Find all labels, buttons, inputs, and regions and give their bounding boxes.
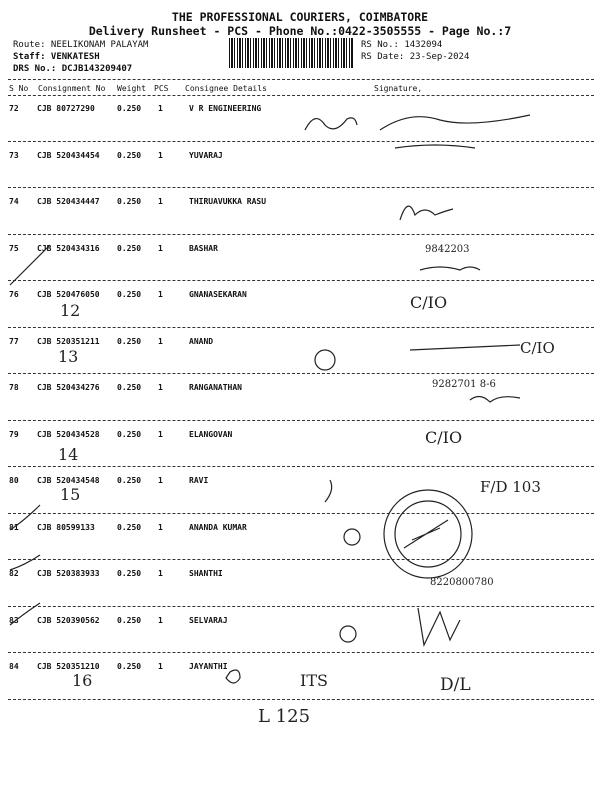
row-sno: 78 [9, 383, 19, 392]
row-divider [8, 559, 594, 560]
row-pcs: 1 [158, 662, 163, 671]
row-consignment-no: CJB 520434447 [37, 197, 100, 206]
stamp-inner-circle [395, 501, 461, 567]
row-weight: 0.250 [117, 429, 142, 439]
mark-80 [325, 480, 332, 502]
row-weight: 0.250 [117, 569, 142, 578]
row-consignment-no: CJB 520351210 [37, 662, 100, 671]
row-divider [8, 280, 594, 281]
row-sno: 79 [9, 429, 19, 439]
row-pcs: 1 [158, 150, 163, 160]
row-consignee-name: RANGANATHAN [189, 383, 242, 392]
row-consignee-name: SHANTHI [189, 569, 223, 578]
row-pcs: 1 [158, 569, 163, 578]
row-consignment-no: CJB 520383933 [37, 569, 100, 578]
row-weight: 0.250 [117, 290, 142, 299]
rs-number: RS No.: 1432094 [361, 40, 443, 50]
row-consignee-name: ANAND [189, 336, 214, 346]
hw-dl: D/L [440, 675, 471, 695]
row-weight: 0.250 [117, 197, 142, 206]
row-weight: 0.250 [117, 476, 142, 485]
row-sno: 83 [9, 615, 19, 625]
row-divider [8, 466, 594, 467]
runsheet-title: Delivery Runsheet - PCS - Phone No.:0422-3505555 - Page No.:7 [88, 24, 512, 38]
hw-12: 12 [60, 301, 81, 320]
row-pcs: 1 [158, 104, 163, 113]
barcode [229, 38, 353, 68]
row-weight: 0.250 [117, 383, 142, 392]
row-pcs: 1 [158, 615, 163, 625]
hw-phone-75: 9842203 [425, 244, 470, 255]
row-divider [8, 606, 594, 607]
mark-84 [226, 670, 240, 683]
row-divider [8, 141, 594, 142]
row-divider [8, 513, 594, 514]
row-sno: 75 [9, 243, 19, 253]
row-consignee-name: YUVARAJ [189, 150, 223, 160]
row-consignment-no: CJB 520390562 [37, 615, 100, 625]
row-consignee-name: RAVI [189, 476, 209, 485]
company-stamp [384, 490, 472, 578]
signature-78 [470, 396, 520, 402]
hw-phone-82: 8220800780 [430, 577, 494, 588]
row-pcs: 1 [158, 383, 163, 392]
route-text: Route: NEELIKONAM PALAYAM [13, 40, 149, 50]
col-consignee: Consignee Details [185, 84, 267, 93]
row-consignment-no: CJB 520434528 [37, 429, 100, 439]
hw-13: 13 [58, 347, 79, 366]
row-consignee-name: SELVARAJ [189, 615, 228, 625]
row-divider [8, 420, 594, 421]
row-sno: 76 [9, 290, 19, 299]
row-sno: 72 [9, 104, 19, 113]
row-sno: 81 [9, 522, 19, 532]
row-consignee-name: JAYANTHI [189, 662, 228, 671]
staff-text: Staff: VENKATESH [13, 52, 100, 62]
hw-its: ITS [300, 671, 328, 690]
row-weight: 0.250 [117, 150, 142, 160]
signature-72-b [380, 115, 530, 148]
row-consignment-no: CJB 520351211 [37, 336, 100, 346]
row-pcs: 1 [158, 522, 163, 532]
signature-74 [400, 206, 453, 220]
row-sno: 74 [9, 197, 19, 206]
row-weight: 0.250 [117, 336, 142, 346]
row-consignment-no: CJB 520434276 [37, 383, 100, 392]
row-weight: 0.250 [117, 522, 142, 532]
row-consignment-no: CJB 80599133 [37, 522, 95, 532]
row-divider [8, 699, 594, 700]
hw-cio-76: C/IO [410, 293, 448, 312]
hw-15: 15 [60, 485, 81, 504]
row-divider [8, 652, 594, 653]
signature-72 [305, 118, 357, 130]
row-consignee-name: THIRUAVUKKA RASU [189, 197, 267, 206]
mark-81 [344, 529, 360, 545]
row-weight: 0.250 [117, 662, 142, 671]
row-consignment-no: CJB 520434316 [37, 243, 100, 253]
hw-cio-79: C/IO [425, 428, 463, 447]
hw-16: 16 [72, 671, 93, 690]
row-sno: 73 [9, 150, 19, 160]
drs-number: DRS No.: DCJB143209407 [13, 64, 133, 74]
hw-fd103: F/D 103 [480, 478, 541, 496]
hw-cio-77: C/IO [520, 339, 555, 357]
row-pcs: 1 [158, 476, 163, 485]
row-weight: 0.250 [117, 243, 142, 253]
col-pcs: PCS [154, 84, 169, 93]
col-sno: S No [9, 84, 29, 93]
signature-75 [420, 267, 480, 270]
row-pcs: 1 [158, 429, 163, 439]
signature-83 [418, 608, 460, 645]
hw-total: L 125 [258, 706, 311, 727]
row-weight: 0.250 [117, 104, 142, 113]
row-divider [8, 187, 594, 188]
row-sno: 84 [9, 662, 19, 671]
mark-83 [340, 626, 356, 642]
row-divider [8, 234, 594, 235]
row-consignment-no: CJB 520434548 [37, 476, 100, 485]
row-consignee-name: GNANASEKARAN [189, 290, 247, 299]
header-divider-bottom [8, 95, 594, 96]
row-weight: 0.250 [117, 615, 142, 625]
col-signature: Signature, [374, 84, 423, 93]
row-consignee-name: BASHAR [189, 243, 218, 253]
mark-77 [315, 350, 335, 370]
rs-date: RS Date: 23-Sep-2024 [361, 52, 470, 62]
strike-77 [410, 345, 520, 350]
row-sno: 80 [9, 476, 19, 485]
row-consignee-name: ANANDA KUMAR [189, 522, 247, 532]
row-pcs: 1 [158, 243, 163, 253]
row-consignee-name: ELANGOVAN [189, 429, 233, 439]
hw-14: 14 [58, 445, 79, 464]
row-sno: 77 [9, 336, 19, 346]
hw-phone-78: 9282701 8-6 [432, 379, 496, 390]
col-weight: Weight [117, 84, 146, 93]
header-divider-top [8, 79, 594, 80]
stamp-signature [404, 520, 448, 548]
row-sno: 82 [9, 569, 19, 578]
company-title: THE PROFESSIONAL COURIERS, COIMBATORE [171, 10, 429, 24]
row-pcs: 1 [158, 336, 163, 346]
row-consignment-no: CJB 80727290 [37, 104, 95, 113]
col-consignment: Consignment No [38, 84, 106, 93]
row-pcs: 1 [158, 290, 163, 299]
row-consignment-no: CJB 520434454 [37, 150, 100, 160]
row-consignment-no: CJB 520476050 [37, 290, 100, 299]
row-divider [8, 327, 594, 328]
row-divider [8, 373, 594, 374]
row-consignee-name: V R ENGINEERING [189, 104, 262, 113]
row-pcs: 1 [158, 197, 163, 206]
stamp-outer-circle [384, 490, 472, 578]
